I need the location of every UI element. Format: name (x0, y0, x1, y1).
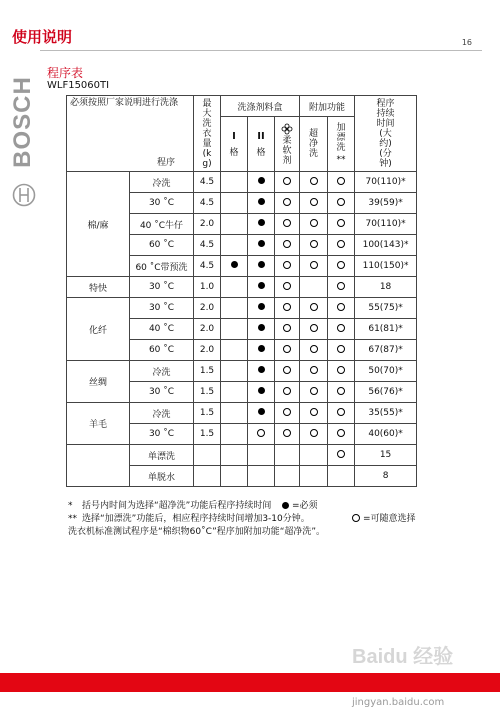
super-wash-cell (300, 256, 328, 277)
slot-1-cell (221, 298, 248, 319)
slot-1-header: I 格 (221, 117, 248, 172)
optional-ring-icon (283, 408, 291, 416)
required-dot-icon (282, 502, 289, 509)
duration-header: 程序持续时间(大约)(分钟) (355, 96, 417, 172)
slot-1-cell (221, 277, 248, 298)
table-row (67, 361, 417, 382)
slot-2-cell (248, 445, 275, 466)
optional-ring-icon (310, 429, 318, 437)
optional-ring-icon (337, 282, 345, 290)
program-name: 30 ˚C (130, 193, 194, 214)
table-row (67, 277, 417, 298)
super-wash-cell (300, 361, 328, 382)
optional-ring-icon (310, 303, 318, 311)
max-load-value: 1.5 (194, 361, 221, 382)
slot-2-cell (248, 172, 275, 193)
max-load-value: 1.5 (194, 424, 221, 445)
duration-value: 70(110)* (355, 214, 417, 235)
brand-wordmark (10, 72, 36, 172)
page-title: 使用说明 (12, 28, 73, 46)
max-load-header: 最大洗衣量(kg) (194, 96, 221, 172)
optional-ring-icon (310, 219, 318, 227)
slot-1-cell (221, 319, 248, 340)
duration-value: 40(60)* (355, 424, 417, 445)
slot-1-cell (221, 193, 248, 214)
program-name: 单漂洗 (130, 445, 194, 466)
optional-ring-icon (337, 198, 345, 206)
softener-cell (275, 382, 300, 403)
softener-cell (275, 403, 300, 424)
optional-ring-icon (310, 345, 318, 353)
program-name: 冷洗 (130, 361, 194, 382)
softener-cell (275, 193, 300, 214)
max-load-value (194, 445, 221, 466)
optional-ring-icon (337, 366, 345, 374)
super-wash-cell (300, 382, 328, 403)
symbol-legend (282, 500, 416, 526)
super-wash-cell (300, 277, 328, 298)
program-name: 60 ˚C带预洗 (130, 256, 194, 277)
softener-cell (275, 361, 300, 382)
required-dot-icon (231, 261, 238, 268)
slot-2-cell (248, 235, 275, 256)
extra-rinse-cell (328, 382, 355, 403)
corner-program-label: 程序 (157, 158, 176, 168)
max-load-value: 1.5 (194, 382, 221, 403)
softener-cell (275, 445, 300, 466)
category-synthetic: 化纤 (67, 298, 130, 361)
softener-cell (275, 214, 300, 235)
optional-ring-icon (337, 261, 345, 269)
optional-ring-icon (310, 324, 318, 332)
optional-ring-icon (352, 514, 360, 522)
optional-ring-icon (283, 345, 291, 353)
extra-rinse-cell (328, 235, 355, 256)
legend-required: =必须 (282, 500, 416, 513)
category-cotton: 棉/麻 (67, 172, 130, 277)
required-dot-icon (258, 198, 265, 205)
optional-ring-icon (283, 261, 291, 269)
watermark-logo: Baidu 经验 (352, 646, 454, 668)
optional-ring-icon (337, 303, 345, 311)
extra-rinse-cell (328, 277, 355, 298)
program-name: 冷洗 (130, 403, 194, 424)
extra-rinse-header: 加漂洗 ** (328, 117, 355, 172)
footnote-1: * 括号内时间为选择“超净洗”功能后程序持续时间 (68, 501, 272, 511)
max-load-value: 2.0 (194, 298, 221, 319)
duration-value: 61(81)* (355, 319, 417, 340)
max-load-value: 4.5 (194, 235, 221, 256)
model-name: WLF15060TI (47, 80, 110, 91)
optional-ring-icon (337, 345, 345, 353)
softener-flower-icon (281, 123, 293, 135)
section-title: 程序表 (47, 66, 84, 80)
required-dot-icon (258, 261, 265, 268)
program-name: 40 ˚C牛仔 (130, 214, 194, 235)
optional-ring-icon (310, 177, 318, 185)
watermark-url: jingyan.baidu.com (352, 697, 445, 708)
slot-2-cell (248, 424, 275, 445)
table-row (67, 298, 417, 319)
softener-header: 柔软剂 (275, 117, 300, 172)
slot-2-cell (248, 277, 275, 298)
super-wash-cell (300, 445, 328, 466)
slot-1-cell (221, 445, 248, 466)
slot-2-cell (248, 361, 275, 382)
brand-name: BOSCH (9, 76, 37, 168)
optional-ring-icon (337, 408, 345, 416)
super-wash-cell (300, 340, 328, 361)
super-wash-cell (300, 466, 328, 487)
slot-2-cell (248, 256, 275, 277)
optional-ring-icon (310, 198, 318, 206)
duration-value: 55(75)* (355, 298, 417, 319)
table-corner-header (67, 96, 194, 172)
duration-value: 50(70)* (355, 361, 417, 382)
max-load-value: 2.0 (194, 340, 221, 361)
optional-ring-icon (283, 303, 291, 311)
extra-rinse-cell (328, 403, 355, 424)
category-silk: 丝绸 (67, 361, 130, 403)
extra-rinse-cell (328, 256, 355, 277)
optional-ring-icon (283, 387, 291, 395)
optional-ring-icon (310, 240, 318, 248)
program-name: 30 ˚C (130, 424, 194, 445)
super-wash-cell (300, 319, 328, 340)
slot-1-cell (221, 424, 248, 445)
category-quick: 特快 (67, 277, 130, 298)
softener-cell (275, 277, 300, 298)
category-wool: 羊毛 (67, 403, 130, 445)
duration-value: 56(76)* (355, 382, 417, 403)
super-wash-header: 超净洗 (300, 117, 328, 172)
legend-optional: =可随意选择 (352, 513, 416, 526)
slot-1-cell (221, 235, 248, 256)
max-load-value: 2.0 (194, 214, 221, 235)
extra-rinse-cell (328, 424, 355, 445)
optional-ring-icon (283, 429, 291, 437)
slot-1-cell (221, 382, 248, 403)
optional-ring-icon (310, 366, 318, 374)
optional-ring-icon (283, 219, 291, 227)
header-divider (40, 50, 482, 51)
duration-value: 18 (355, 277, 417, 298)
required-dot-icon (258, 408, 265, 415)
extra-rinse-cell (328, 298, 355, 319)
slot-2-cell (248, 319, 275, 340)
extra-functions-header: 附加功能 (300, 96, 355, 117)
softener-cell (275, 172, 300, 193)
optional-ring-icon (337, 324, 345, 332)
slot-1-cell (221, 403, 248, 424)
duration-value: 39(59)* (355, 193, 417, 214)
max-load-value: 1.0 (194, 277, 221, 298)
super-wash-cell (300, 403, 328, 424)
required-dot-icon (258, 324, 265, 331)
required-dot-icon (258, 387, 265, 394)
slot-2-cell (248, 214, 275, 235)
required-dot-icon (258, 366, 265, 373)
duration-value: 15 (355, 445, 417, 466)
footnote-2: ** 选择“加漂洗”功能后，相应程序持续时间增加3-10分钟。 (68, 514, 310, 524)
optional-ring-icon (337, 450, 345, 458)
optional-ring-icon (310, 261, 318, 269)
required-dot-icon (258, 303, 265, 310)
duration-value: 67(87)* (355, 340, 417, 361)
slot-1-cell (221, 172, 248, 193)
bosch-armature-icon (12, 183, 36, 207)
required-dot-icon (258, 282, 265, 289)
page-number: 16 (461, 38, 472, 47)
extra-rinse-cell (328, 193, 355, 214)
super-wash-cell (300, 298, 328, 319)
max-load-value: 4.5 (194, 256, 221, 277)
duration-value: 100(143)* (355, 235, 417, 256)
duration-value: 70(110)* (355, 172, 417, 193)
table-row (67, 172, 417, 193)
slot-1-cell (221, 340, 248, 361)
duration-value: 35(55)* (355, 403, 417, 424)
super-wash-cell (300, 172, 328, 193)
optional-ring-icon (337, 219, 345, 227)
optional-ring-icon (283, 177, 291, 185)
optional-ring-icon (283, 324, 291, 332)
super-wash-cell (300, 214, 328, 235)
extra-rinse-cell (328, 445, 355, 466)
detergent-box-header: 洗涤剂料盒 (221, 96, 300, 117)
optional-ring-icon (283, 282, 291, 290)
optional-ring-icon (310, 408, 318, 416)
super-wash-cell (300, 193, 328, 214)
footnote-3: 洗衣机标准测试程序是“棉织物60˚C”程序加附加功能“超净洗”。 (68, 527, 326, 537)
softener-cell (275, 235, 300, 256)
slot-2-cell (248, 466, 275, 487)
program-name: 单脱水 (130, 466, 194, 487)
extra-rinse-cell (328, 466, 355, 487)
extra-rinse-cell (328, 361, 355, 382)
max-load-value (194, 466, 221, 487)
extra-rinse-cell (328, 214, 355, 235)
optional-ring-icon (337, 177, 345, 185)
optional-ring-icon (283, 240, 291, 248)
optional-ring-icon (337, 429, 345, 437)
softener-cell (275, 340, 300, 361)
slot-2-cell (248, 382, 275, 403)
super-wash-cell (300, 235, 328, 256)
softener-cell (275, 256, 300, 277)
program-table (66, 95, 417, 487)
slot-2-cell (248, 193, 275, 214)
program-name: 30 ˚C (130, 382, 194, 403)
required-dot-icon (258, 240, 265, 247)
program-name: 60 ˚C (130, 340, 194, 361)
slot-2-cell (248, 298, 275, 319)
corner-note: 必须按照厂家说明进行洗涤 (70, 98, 179, 108)
max-load-value: 4.5 (194, 172, 221, 193)
softener-cell (275, 319, 300, 340)
slot-2-header: II 格 (248, 117, 275, 172)
slot-1-cell (221, 466, 248, 487)
slot-1-cell (221, 214, 248, 235)
slot-2-cell (248, 403, 275, 424)
softener-cell (275, 298, 300, 319)
duration-value: 8 (355, 466, 417, 487)
softener-cell (275, 424, 300, 445)
max-load-value: 2.0 (194, 319, 221, 340)
program-name: 30 ˚C (130, 277, 194, 298)
duration-value: 110(150)* (355, 256, 417, 277)
slot-1-cell (221, 256, 248, 277)
optional-ring-icon (337, 387, 345, 395)
required-dot-icon (258, 345, 265, 352)
required-dot-icon (258, 177, 265, 184)
slot-2-cell (248, 340, 275, 361)
optional-ring-icon (310, 387, 318, 395)
extra-rinse-cell (328, 319, 355, 340)
optional-ring-icon (283, 366, 291, 374)
program-name: 60 ˚C (130, 235, 194, 256)
required-dot-icon (258, 219, 265, 226)
optional-ring-icon (257, 429, 265, 437)
max-load-value: 1.5 (194, 403, 221, 424)
super-wash-cell (300, 424, 328, 445)
optional-ring-icon (337, 240, 345, 248)
extra-rinse-cell (328, 172, 355, 193)
slot-1-cell (221, 361, 248, 382)
table-row (67, 445, 417, 466)
category-special (67, 445, 130, 487)
table-row (67, 403, 417, 424)
program-name: 40 ˚C (130, 319, 194, 340)
softener-cell (275, 466, 300, 487)
extra-rinse-cell (328, 340, 355, 361)
max-load-value: 4.5 (194, 193, 221, 214)
optional-ring-icon (283, 198, 291, 206)
program-name: 冷洗 (130, 172, 194, 193)
program-name: 30 ˚C (130, 298, 194, 319)
footer-red-band (0, 673, 500, 692)
